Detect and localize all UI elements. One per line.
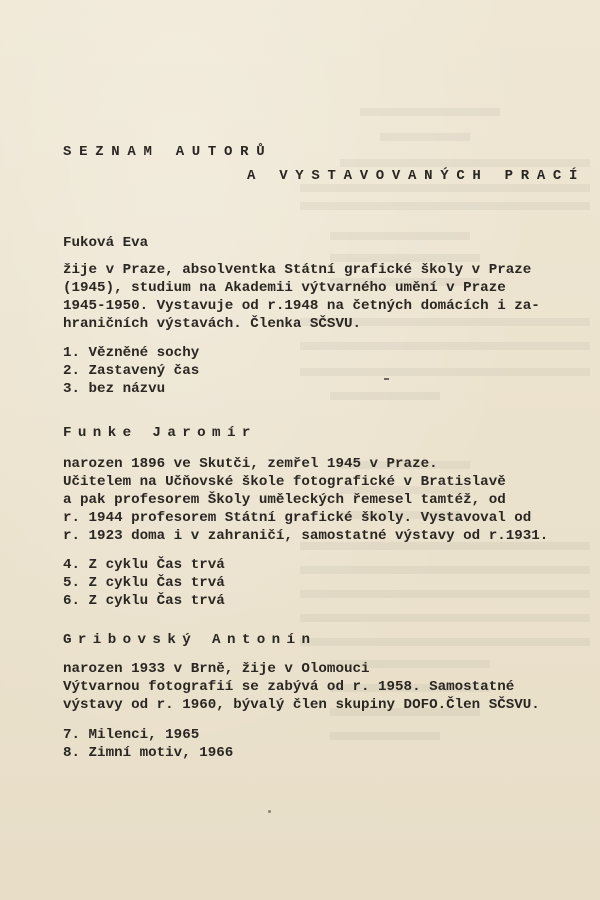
bio-line: (1945), studium na Akademii výtvarného umění v Praze [63,280,506,296]
bio-line: a pak profesorem Školy uměleckých řemesel tamtéž, od [63,492,506,508]
bio-line: Učitelem na Učňovské škole fotografické v Bratislavě [63,474,506,490]
author-name: Funke Jaromír [63,425,257,441]
work-item: 4. Z cyklu Čas trvá [63,557,225,573]
stray-dash-mark [384,378,389,380]
work-item: 1. Vězněné sochy [63,345,200,361]
list-heading-line-2: A VYSTAVOVANÝCH PRACÍ [247,168,586,184]
work-item: 8. Zimní motiv, 1966 [63,745,234,761]
work-item: 5. Z cyklu Čas trvá [63,575,225,591]
bio-line: narozen 1933 v Brně, žije v Olomouci [63,661,370,677]
work-item: 6. Z cyklu Čas trvá [63,593,225,609]
author-name: Gribovský Antonín [63,632,317,648]
bio-line: 1945-1950. Vystavuje od r.1948 na četných domácích i za- [63,298,540,314]
work-item: 2. Zastavený čas [63,363,200,379]
bio-line: výstavy od r. 1960, bývalý člen skupiny DOFO.Člen SČSVU. [63,697,540,713]
work-item: 3. bez názvu [63,381,166,397]
bio-line: narozen 1896 ve Skutči, zemřel 1945 v Praze. [63,456,438,472]
bio-line: r. 1923 doma i v zahraničí, samostatné výstavy od r.1931. [63,528,549,544]
bio-line: žije v Praze, absolventka Státní grafické školy v Praze [63,262,532,278]
bio-line: hraničních výstavách. Členka SČSVU. [63,316,361,332]
paper-speck [268,810,271,813]
bio-line: Výtvarnou fotografií se zabývá od r. 1958. Samostatné [63,679,515,695]
bio-line: r. 1944 profesorem Státní grafické školy. Vystavoval od [63,510,532,526]
work-item: 7. Milenci, 1965 [63,727,200,743]
list-heading-line-1: SEZNAM AUTORŮ [63,144,273,160]
author-name: Fuková Eva [63,235,149,251]
